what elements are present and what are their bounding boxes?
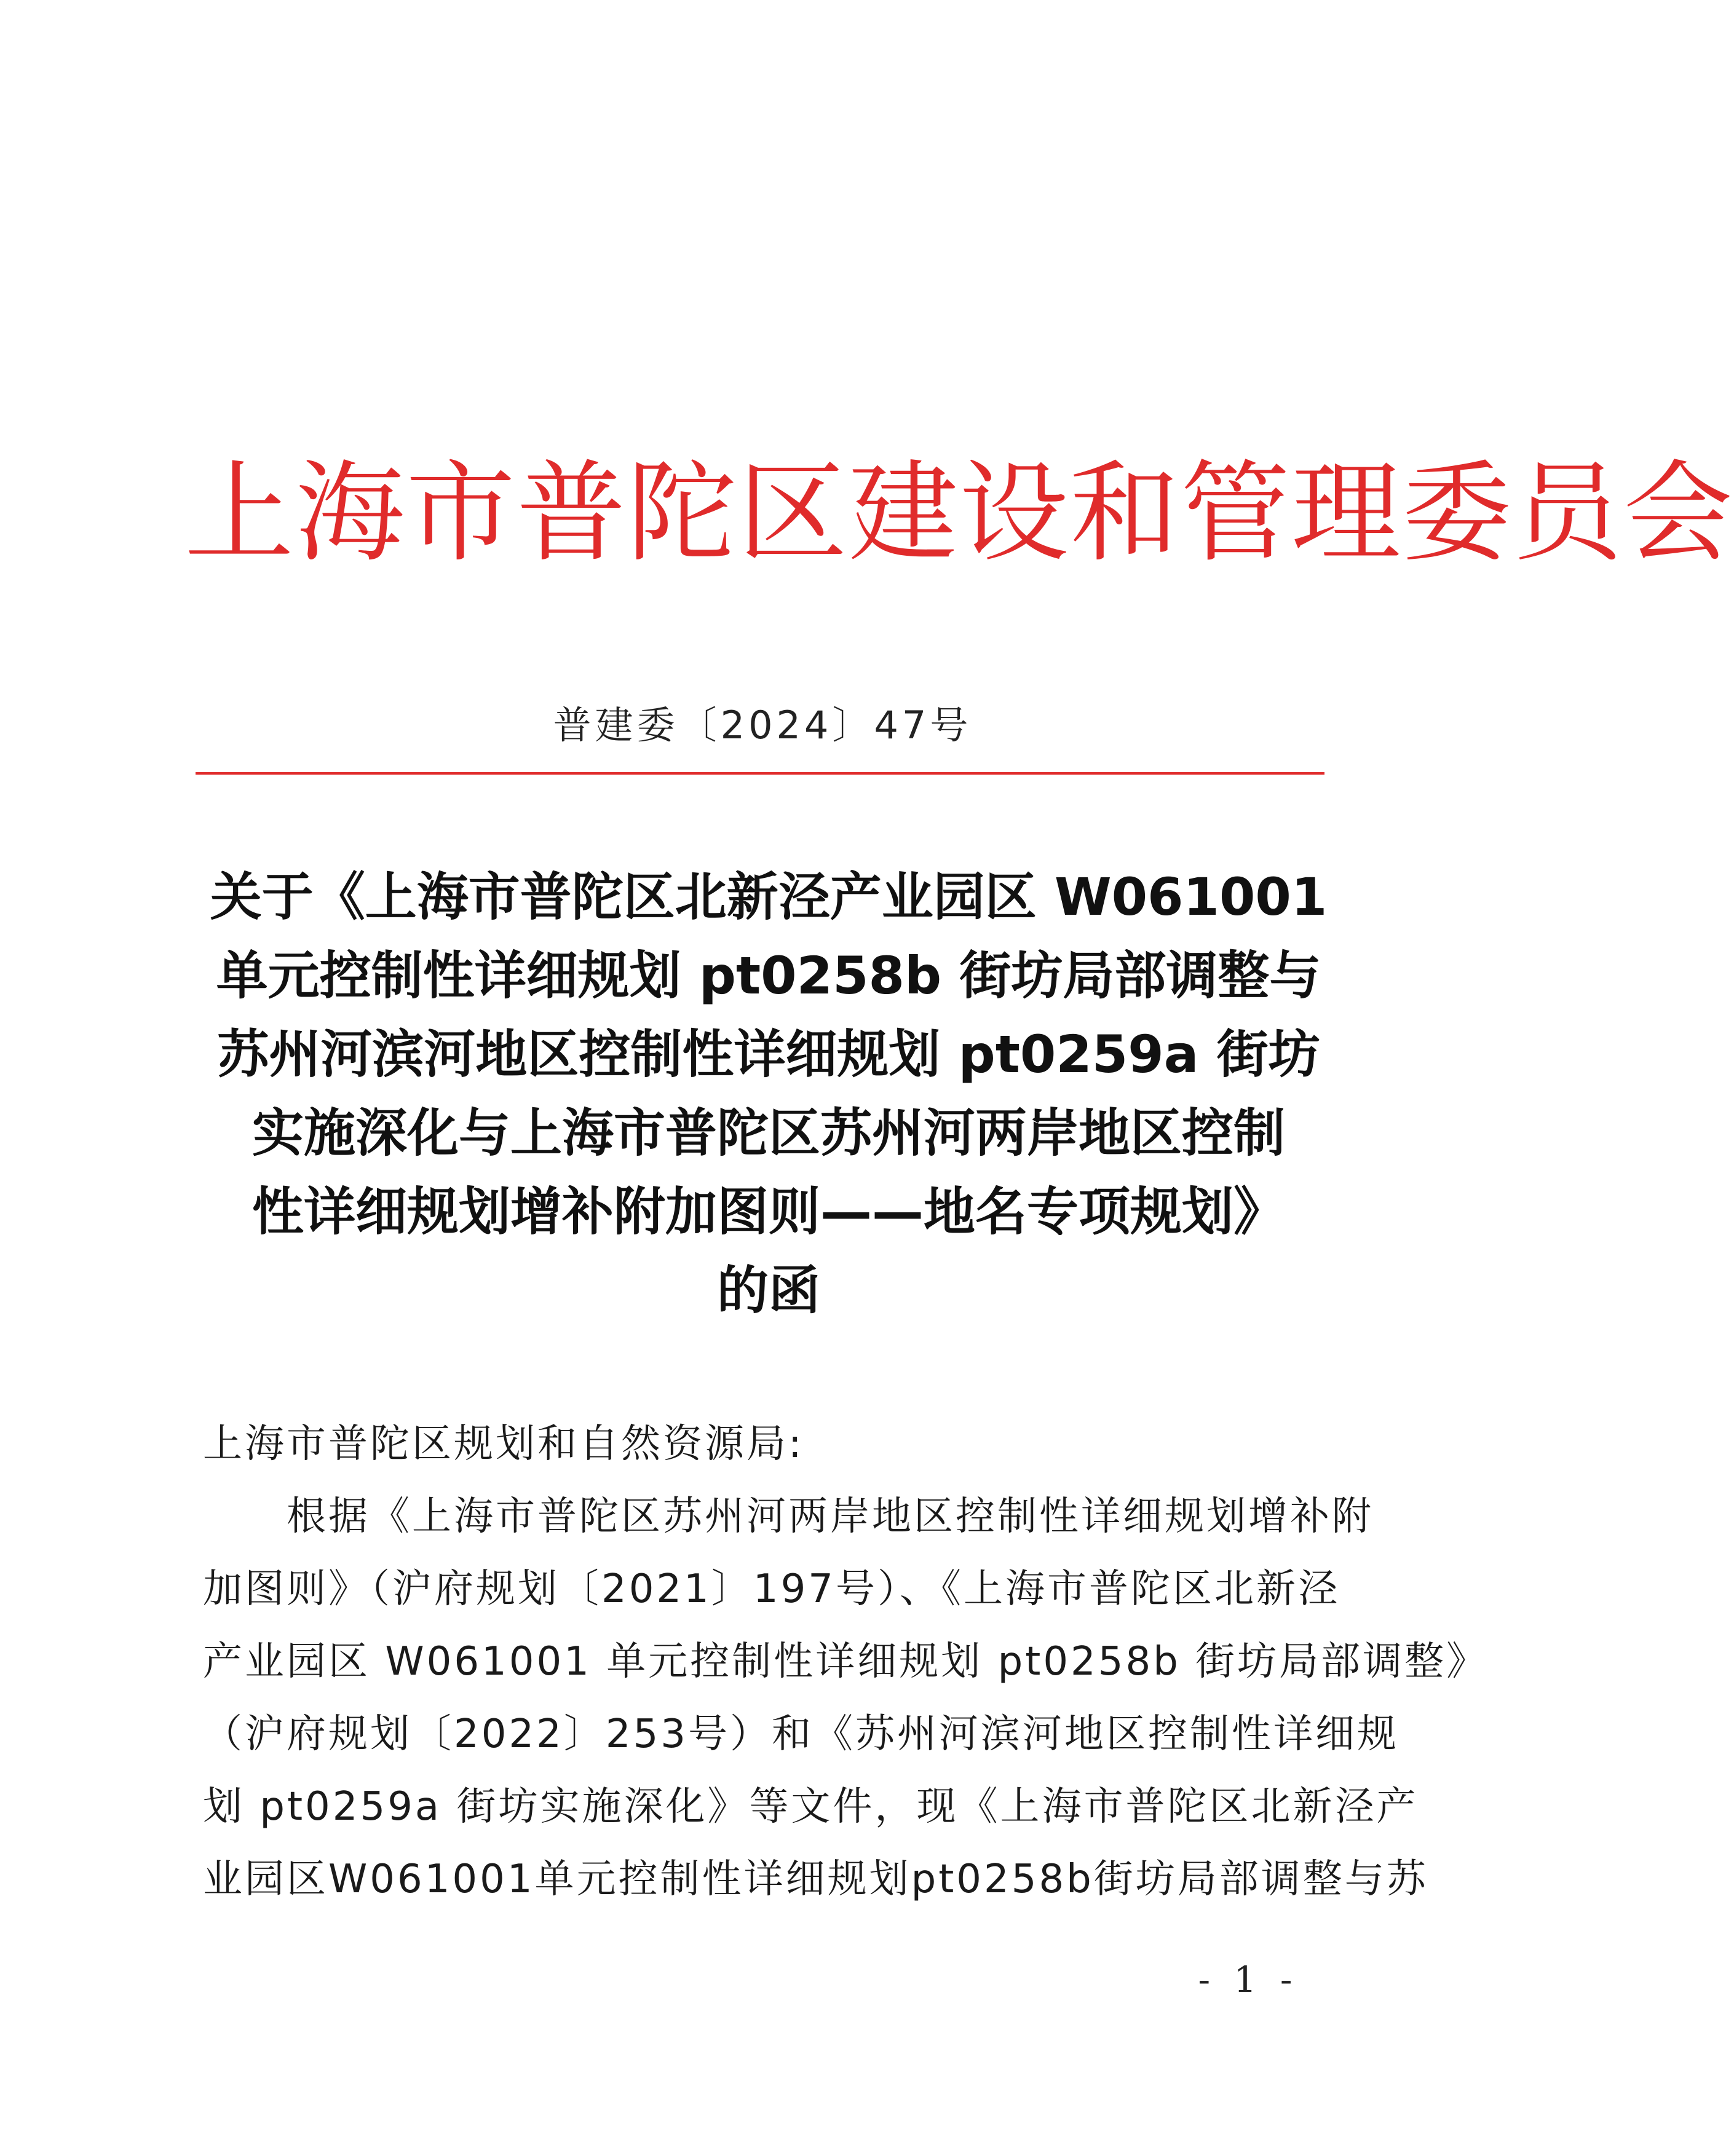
- subject-line: 性详细规划增补附加图则——地名专项规划》: [251, 1182, 1285, 1242]
- subject-line: 实施深化与上海市普陀区苏州河两岸地区控制: [251, 1103, 1285, 1163]
- subject-line: 关于《上海市普陀区北新泾产业园区 W061001: [210, 867, 1328, 927]
- subject-line: 单元控制性详细规划 pt0258b 街坊局部调整与: [216, 946, 1321, 1006]
- body-line: 根据《上海市普陀区苏州河两岸地区控制性详细规划增补附: [203, 1494, 1374, 1539]
- body-line: 加图则》（沪府规划〔2021〕197号）、《上海市普陀区北新泾: [203, 1566, 1340, 1612]
- body-line: 产业园区 W061001 单元控制性详细规划 pt0258b 街坊局部调整》: [203, 1639, 1489, 1684]
- red-divider-line: [196, 772, 1324, 775]
- body-line: 业园区W061001单元控制性详细规划pt0258b街坊局部调整与苏: [203, 1857, 1428, 1902]
- document-subject: [184, 858, 1353, 1330]
- body-line: （沪府规划〔2022〕253号）和《苏州河滨河地区控制性详细规: [203, 1712, 1399, 1757]
- subject-line: 苏州河滨河地区控制性详细规划 pt0259a 街坊: [217, 1024, 1320, 1084]
- page-number: - 1 -: [1198, 1959, 1299, 2000]
- addressee-line: 上海市普陀区规划和自然资源局:: [203, 1421, 804, 1467]
- letter-body: [203, 1408, 1489, 1916]
- issuing-organization-title: 上海市普陀区建设和管理委员会: [184, 449, 1734, 577]
- subject-line: 的函: [716, 1260, 820, 1321]
- document-number: 普建委〔2024〕47号: [553, 703, 972, 748]
- body-line: 划 pt0259a 街坊实施深化》等文件，现《上海市普陀区北新泾产: [203, 1784, 1419, 1830]
